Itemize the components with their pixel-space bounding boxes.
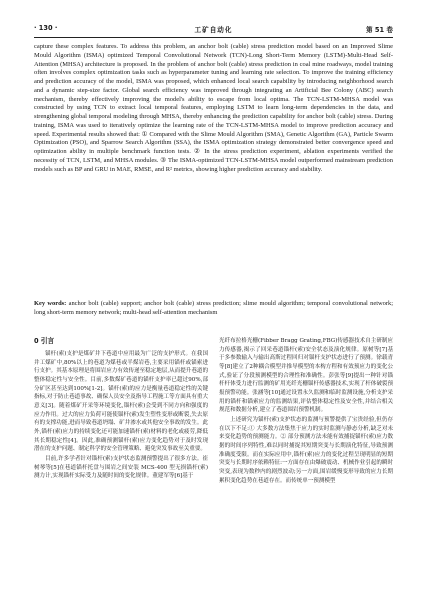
volume-number: 第 51 卷 <box>366 26 393 34</box>
left-column <box>34 337 208 482</box>
journal-name: 工矿自动化 <box>194 26 233 34</box>
keywords-label: Key words: <box>34 300 67 307</box>
body-paragraph: 锚杆(索)支护是煤矿井下巷道中应用最为广泛的支护形式。在我国井工煤矿中,80%以上的巷道为煤巷或半煤岩巷,主要采用锚杆或锚索进行支护。其基本原理是将围岩应力有效传递至稳定地层,从而提升巷道的整体稳定性与安全性。目前,多数煤矿巷道的锚杆支护率已超过90%,部分矿区甚至达到100%[1-2]。锚杆(索)的应力是衡量巷道稳定性的关键指标,对于防止巷道事故、确保人员安全及指导工程施工等方面具有重大意义[3]。随着煤矿开采等环境变化,锚杆(索)会受到不同方向和强度的应力作用。过大的应力负荷可能使锚杆(索)发生塑性变形或断裂,失去原有的支撑功能,进而导致巷道坍塌、矿井渗水或其他安全事故的发生。此外,锚杆(索)应力的持续变化还可能加速锚杆(索)材料的老化或疲劳,降低其长期稳定性[4]。因此,准确预测锚杆(索)应力变化趋势对于及时发现潜在的支护问题、制定科学的安全管理策略、避免突发事故至关重要。 <box>34 351 208 453</box>
keywords-text: anchor bolt (cable) support; anchor bolt (cable) stress prediction; slime mould algorithm; temporal convolutional network; long short-term memory network; multi-head self-attention mechanism <box>34 300 393 316</box>
body-paragraph: 光纤布拉格光栅(Fibber Bragg Grating,FBG)传感器技术自主研制应力传感器,揭示了回采巷道锚杆(索)安全状态及演化规律。原树等[7]基于多参数输入与输出高斯过程回归对锚杆支护状态进行了预测。徐载青等[8]建立了2种耦合模型并推导模型的本构方程和有效预应力的变化公式,验证了分段预测模型的合理性和准确性。彭张等[9]提出一种针对锚杆杆体受力进行监测的矿用光纤光栅锚杆传感器技术,实现了杆体破裂预报预警功能。张涵等[10]通过设置永久监测和临时监测设施,分析支护采用的锚杆和锚索应力的监测结果,评估整体稳定性及安全性,并结合相关规范和数据分析,建立了巷道围岩预警机制。 <box>219 338 394 414</box>
section-heading-introduction: 0 引言 <box>34 337 55 345</box>
running-head <box>34 24 393 36</box>
body-paragraph: 目前,许多学者针对锚杆(索)支护状态监测预警提出了很多方法。崔树琴等[5]在巷道锚杆托盘与围岩之间安装 MCS-400 型无损锚杆(索)测力计,实现锚杆实际受力及随时间的变化规律。董建军等[6]基于 <box>34 455 208 480</box>
body-paragraph: 上述研究为锚杆(索)支护状态的监测与预警提供了宝贵经验,但仍存在以下不足:① 大多数方法集焦于应力的实时监测与静态分析,缺乏对未来变化趋势的预测能力。② 部分预测方法未能有效捕捉锚杆(索)应力数据的时间序列特性,难以同时捕捉其短期突变与长期演化特征,导致预测准确度受限。而在实际应用中,锚杆(索)应力的变化过程呈现明显的短期突变与长期时序依赖特征:一方面存在由爆破震动、机械作业引起的瞬时突变,表现为数秒内的剧烈波动;另一方面,围岩缓慢变形导致的应力长期累积变化趋势在巷道存在。而传统单一预测模型 <box>219 416 393 484</box>
right-column <box>219 337 393 486</box>
header-rule <box>34 37 393 38</box>
page-number: · 130 · <box>34 24 58 32</box>
english-abstract: capture these complex features. To address this problem, an anchor bolt (cable) stress prediction model based on an Improved Slime Mould Algorithm (ISMA) optimized Temporal Convolutional Network (TCN)-Long Short-Term Memory (LSTM)-Multi-Head Self-Attention (MHSA) architecture is proposed. In the problem of anchor bolt (cable) stress prediction in coal mine roadways, model training often involves complex optimization tasks such as hyperparameter tuning and learning rate selection. To improve the training efficiency and prediction accuracy of the model, ISMA was proposed, which enhanced local search capability by introducing neighborhood search and a dynamic step-size factor. Global search efficiency was improved through integrating an Artificial Bee Colony (ABC) search mechanism, thereby effectively improving the model's ability to escape from local optima. The TCN-LSTM-MHSA model was constructed by using TCN to extract local temporal features, employing LSTM to learn long-term dependencies in the data, and strengthening global temporal modeling through MHSA, thereby enhancing the prediction capability for anchor bolt (cable) stress. During training, ISMA was used to iteratively optimize the learning rate of the TCN-LSTM-MHSA model to improve prediction accuracy and speed. Experimental results showed that: ① Compared with the Slime Mould Algorithm (SMA), Genetic Algorithm (GA), Particle Swarm Optimization (PSO), and Sparrow Search Algorithm (SSA), the ISMA optimization strategy demonstrated better convergence speed and optimization ability in multiple benchmark function tests. ② In the stress prediction experiment, ablation experiments verified the necessity of TCN, LSTM, and MHSA modules. ③ The ISMA-optimized TCN-LSTM-MHSA model outperformed mainstream prediction models such as BP and GRU in MAE, RMSE, and R² metrics, showing higher prediction accuracy and stability. <box>34 43 393 173</box>
keywords <box>34 300 393 318</box>
